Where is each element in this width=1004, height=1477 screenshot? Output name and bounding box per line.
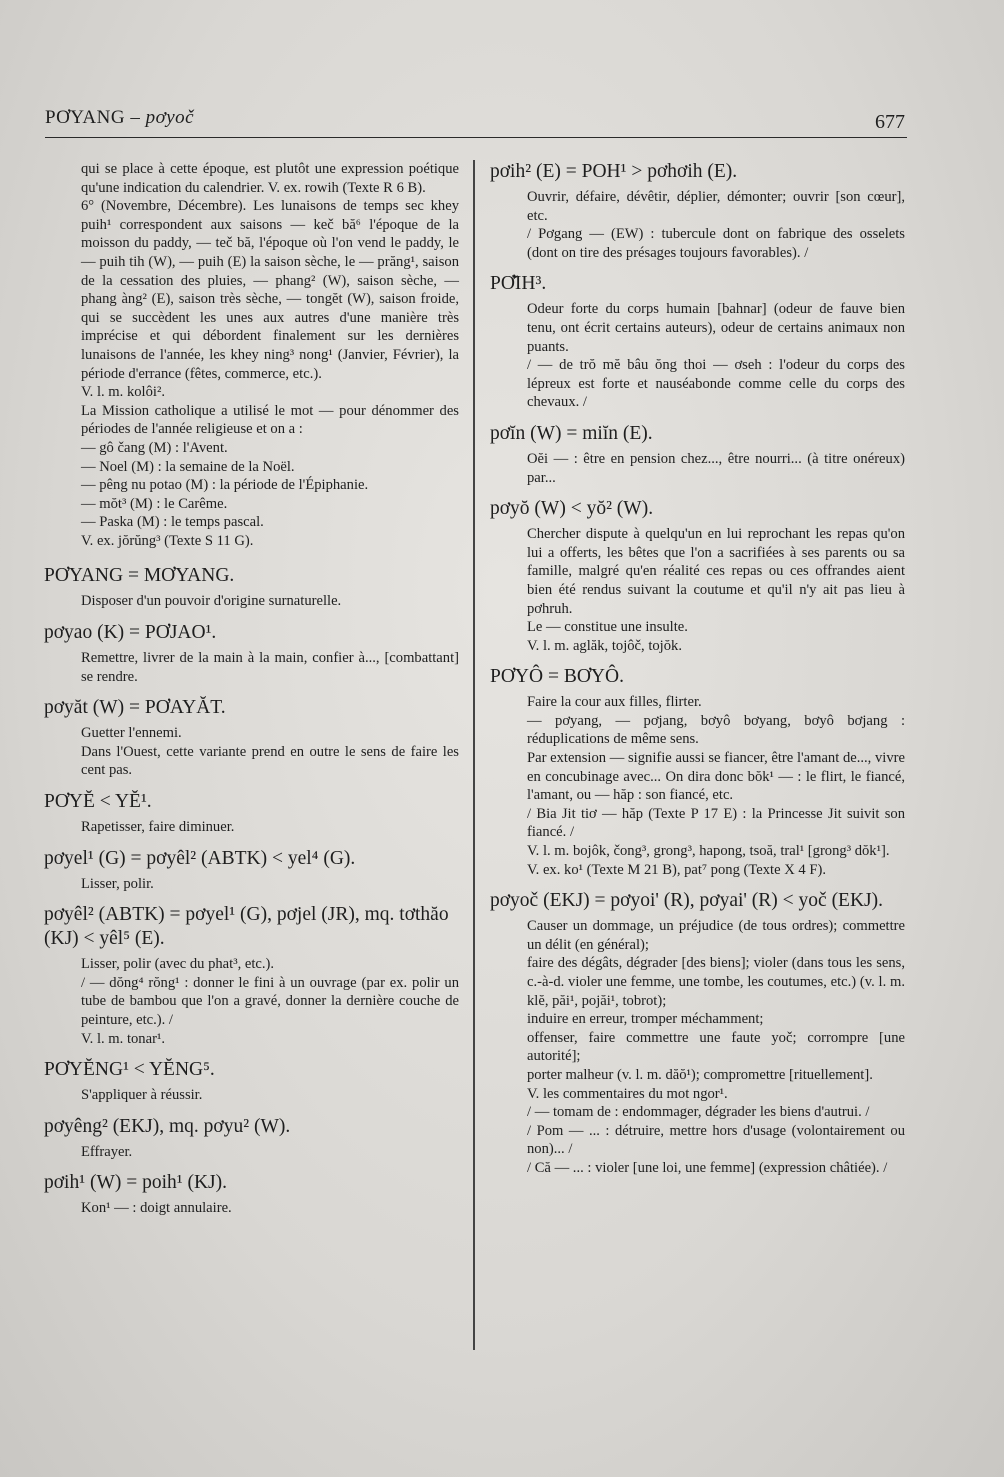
entry-headword: PƠ̆IH³. — [490, 273, 547, 295]
entry-text: — pơyang, — pơjang, bơyô bơyang, bơyô bơjang : réduplications de même sens. — [527, 712, 905, 748]
entry-text: Dans l'Ouest, cette variante prend en outre le sens de faire les cent pas. — [81, 743, 459, 779]
lead-paragraph: — pêng nu potao (M) : la période de l'Épiphanie. — [81, 477, 369, 494]
entry-headword: PƠYĔNG¹ < YĔNG⁵. — [44, 1059, 215, 1081]
dictionary-entry — [490, 889, 905, 1177]
entry-text: Faire la cour aux filles, flirter. — [527, 694, 702, 711]
entry-text: Le — constitue une insulte. — [527, 619, 688, 636]
entry-text: Remettre, livrer de la main à la main, confier à..., [combattant] se rendre. — [81, 650, 459, 685]
page-header — [45, 105, 907, 138]
entry-headword: pơyao (K) = PƠJAO¹. — [44, 622, 217, 644]
entry-headword: PƠYÔ = BƠYÔ. — [490, 666, 624, 688]
dictionary-entry — [44, 790, 459, 837]
entry-headword: PƠYĔ < YĔ¹. — [44, 791, 152, 813]
entry-text: faire des dégâts, dégrader [des biens]; violer (dans tous les sens, c.-à-d. violer une femme, une tombe, les coutumes, etc.) (v. l. m. klĕ, păi¹, pojăi¹, tobrot); — [527, 955, 905, 1009]
entry-headword: pơyêng² (EKJ), mq. pơyu² (W). — [44, 1115, 291, 1137]
entry-text: Rapetisser, faire diminuer. — [81, 819, 235, 836]
dictionary-entry — [44, 696, 459, 780]
entry-text: / — de trŏ mĕ bâu ŏng thoi — ơseh : l'odeur du corps des lépreux est forte et nauséabonde comme celle du corps des chevaux. / — [527, 357, 905, 411]
entry-text: Causer un dommage, un préjudice (de tous ordres); commettre un délit (en général); — [527, 918, 905, 953]
lead-paragraph: La Mission catholique a utilisé le mot — pour dénommer des périodes de l'année religieuse et on a : — [81, 402, 459, 438]
entry-headword: pơyêl² (ABTK) = pơyel¹ (G), pơjel (JR), mq. tơthăo (KJ) < yêl⁵ (E). — [44, 904, 449, 950]
lead-paragraph: qui se place à cette époque, est plutôt une expression poétique qu'une indication du calendrier. V. ex. rowih (Texte R 6 B). — [81, 161, 459, 196]
entry-text: offenser, faire commettre une faute yoč; corrompre [une autorité]; — [527, 1029, 905, 1065]
entry-text: Effrayer. — [81, 1143, 133, 1160]
dictionary-entry — [490, 272, 905, 412]
entry-text: V. l. m. bojôk, čong³, grong³, hapong, tsoă, tral¹ [grong³ dŏk¹]. — [527, 843, 890, 860]
entry-text: Odeur forte du corps humain [bahnar] (odeur de fauve bien tenu, ont écrit certains auteurs), odeur de certains animaux non puants. — [527, 301, 905, 355]
dictionary-entry — [44, 1171, 459, 1218]
entry-text: / Pom — ... : détruire, mettre hors d'usage (volontairement ou non)... / — [527, 1122, 905, 1158]
dictionary-entry — [490, 665, 905, 879]
right-column — [490, 160, 905, 1188]
entry-text: Oĕi — : être en pension chez..., être nourri... (à titre onéreux) par... — [527, 450, 905, 486]
entry-text: Par extension — signifie aussi se fiancer, être l'amant de..., vivre en concubinage avec... On dira donc bŏk¹ — : le flirt, le fiancé, l'amant, ou — hăp : son fiancé, etc. — [527, 750, 905, 804]
entry-text: / — dŏng⁴ rŏng¹ : donner le fini à un ouvrage (par ex. polir un tube de bambou que l'on a gravé, donner la dernière couche de peinture, etc.). / — [81, 974, 459, 1028]
entry-text: V. l. m. aglăk, tojôč, tojŏk. — [527, 637, 682, 654]
entry-text: / Pơgang — (EW) : tubercule dont on fabrique des osselets (dont on tire des présages toujours favorables). / — [527, 226, 905, 261]
entry-text: induire en erreur, tromper méchamment; — [527, 1011, 764, 1028]
running-head-italic: pơyoč — [145, 107, 195, 128]
entry-text: / — tomam de : endommager, dégrader les biens d'autrui. / — [527, 1104, 870, 1121]
entry-text: V. ex. ko¹ (Texte M 21 B), pat⁷ pong (Texte X 4 F). — [527, 861, 826, 878]
entry-headword: pơĭn (W) = miĭn (E). — [490, 422, 653, 444]
entry-text: Lisser, polir (avec du phat³, etc.). — [81, 956, 275, 973]
column-divider — [473, 160, 475, 1350]
lead-paragraph: — Noel (M) : la semaine de la Noël. — [81, 458, 295, 475]
entry-text: Guetter l'ennemi. — [81, 725, 182, 742]
entry-text: / Bia Jit tiơ — hăp (Texte P 17 E) : la Princesse Jit suivit son fiancé. / — [527, 805, 905, 841]
dictionary-entry — [44, 564, 459, 611]
entry-headword: PƠYANG = MƠYANG. — [44, 565, 235, 587]
entry-text: porter malheur (v. l. m. dăŏ¹); compromettre [rituellement]. — [527, 1066, 873, 1083]
dictionary-entry — [44, 903, 459, 1048]
entry-headword: pơyel¹ (G) = pơyêl² (ABTK) < yel⁴ (G). — [44, 847, 356, 869]
entry-text: V. l. m. tonar¹. — [81, 1030, 165, 1047]
entry-headword: pơih² (E) = POH¹ > pơhơih (E). — [490, 161, 738, 182]
entry-text: S'appliquer à réussir. — [81, 1087, 203, 1104]
dictionary-entry — [44, 1058, 459, 1105]
lead-paragraph: V. ex. jŏrŭng³ (Texte S 11 G). — [81, 532, 254, 549]
left-column — [44, 160, 459, 1228]
dictionary-entry — [490, 160, 905, 262]
dictionary-entry — [44, 621, 459, 686]
entry-headword: pơyoč (EKJ) = pơyoi' (R), pơyai' (R) < yoč (EKJ). — [490, 890, 884, 912]
entry-text: Ouvrir, défaire, dévêtir, déplier, démonter; ouvrir [son cœur], etc. — [527, 189, 905, 224]
entry-text: / Că — ... : violer [une loi, une femme] (expression châtiée). / — [527, 1159, 888, 1176]
entry-text: Chercher dispute à quelqu'un en lui reprochant les repas qu'on lui a offerts, les bêtes que l'on a sacrifiées à ses parents ou sa famille, malgré qu'en réalité ces repas ou ces offrandes aient bien été rendus suivant la coutume et qu'il n'y ait pas lieu à pơhruh. — [527, 526, 905, 617]
dictionary-entry — [490, 497, 905, 655]
lead-paragraph: — gô čang (M) : l'Avent. — [81, 439, 228, 456]
entry-headword: pơyŏ (W) < yŏ² (W). — [490, 498, 654, 520]
entry-headword: pơyăt (W) = PƠAYĂT. — [44, 697, 226, 719]
dictionary-entry — [44, 847, 459, 894]
dictionary-entry — [44, 1115, 459, 1162]
lead-paragraph: 6° (Novembre, Décembre). Les lunaisons de temps sec khey puih¹ correspondent aux saisons — keč bă⁶ l'époque de la moisson du paddy, — teč bă, l'époque où l'on vend le paddy, le — puih tih (W), — puih (E) la saison sèche, le — prăng¹, saison de la cessation des pluies, — phang² (W), saison sèche, — phang àng² (E), saison très sèche, — tongĕt (W), saison froide, qui se succèdent les unes aux autres d'une manière très imprécise et qui débordent finalement sur les dernières lunaisons de l'année, les khey ning³ nong¹ (Janvier, Février), la période d'errance (fêtes, commerce, etc.). — [81, 198, 459, 382]
entry-text: Lisser, polir. — [81, 875, 154, 892]
entry-text: Kon¹ — : doigt annulaire. — [81, 1200, 232, 1217]
running-head-upright: PƠYANG – — [45, 107, 146, 128]
entry-text: V. les commentaires du mot ngor¹. — [527, 1085, 728, 1102]
lead-paragraph: — mŏt³ (M) : le Carême. — [81, 495, 228, 512]
lead-paragraph: V. l. m. kolôi². — [81, 384, 165, 401]
running-head — [45, 107, 194, 129]
entry-headword: pơih¹ (W) = poih¹ (KJ). — [44, 1172, 228, 1194]
continued-text — [44, 160, 459, 550]
page-number: 677 — [875, 111, 905, 133]
lead-paragraph: — Paska (M) : le temps pascal. — [81, 514, 264, 531]
entry-text: Disposer d'un pouvoir d'origine surnaturelle. — [81, 593, 342, 610]
dictionary-entry — [490, 422, 905, 487]
